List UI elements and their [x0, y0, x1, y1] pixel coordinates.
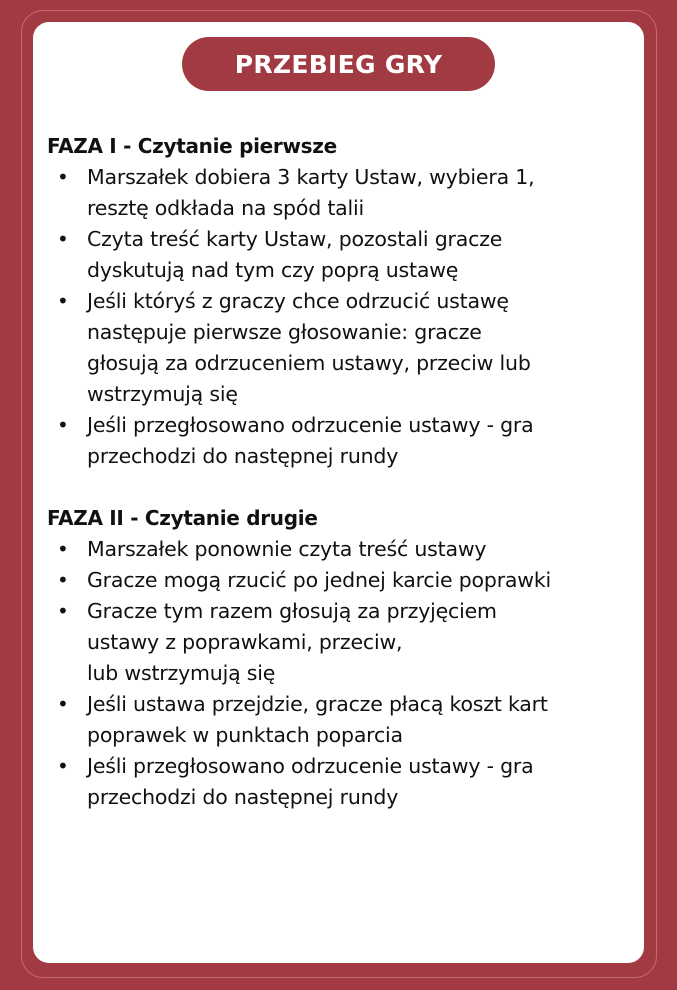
list-item	[47, 565, 637, 596]
rules-content	[47, 131, 637, 813]
bullet-icon: •	[57, 289, 69, 313]
phase-heading: FAZA I - Czytanie pierwsze	[47, 134, 337, 158]
bullet-icon: •	[57, 692, 69, 716]
list-item	[47, 224, 637, 286]
list-item	[47, 596, 637, 689]
bullet-icon: •	[57, 165, 69, 189]
phase-1	[47, 131, 637, 472]
list-item-text: Gracze mogą rzucić po jednej karcie poprawki	[87, 568, 552, 592]
list-item	[47, 534, 637, 565]
list-item-text: Marszałek ponownie czyta treść ustawy	[87, 537, 487, 561]
list-item	[47, 689, 637, 751]
bullet-icon: •	[57, 599, 69, 623]
phase-1-list	[47, 162, 637, 472]
bullet-icon: •	[57, 413, 69, 437]
bullet-icon: •	[57, 537, 69, 561]
phase-2	[47, 503, 637, 813]
list-item-text: Jeśli ustawa przejdzie, gracze płacą koszt kart poprawek w punktach poparcia	[87, 692, 548, 747]
list-item	[47, 410, 637, 472]
list-item-text: Jeśli któryś z graczy chce odrzucić ustawę następuje pierwsze głosowanie: gracze głosują za odrzuceniem ustawy, przeciw lub wstrzymują się	[87, 289, 531, 406]
list-item	[47, 751, 637, 813]
bullet-icon: •	[57, 568, 69, 592]
list-item	[47, 286, 637, 410]
page-title: PRZEBIEG GRY	[234, 49, 443, 79]
list-item	[47, 162, 637, 224]
bullet-icon: •	[57, 227, 69, 251]
title-badge	[182, 37, 495, 91]
bullet-icon: •	[57, 754, 69, 778]
list-item-text: Marszałek dobiera 3 karty Ustaw, wybiera 1, resztę odkłada na spód talii	[87, 165, 535, 220]
list-item-text: Czyta treść karty Ustaw, pozostali gracze dyskutują nad tym czy poprą ustawę	[87, 227, 503, 282]
phase-heading: FAZA II - Czytanie drugie	[47, 506, 318, 530]
list-item-text: Jeśli przegłosowano odrzucenie ustawy - gra przechodzi do następnej rundy	[87, 413, 534, 468]
list-item-text: Gracze tym razem głosują za przyjęciem ustawy z poprawkami, przeciw, lub wstrzymują się	[87, 599, 497, 685]
list-item-text: Jeśli przegłosowano odrzucenie ustawy - gra przechodzi do następnej rundy	[87, 754, 534, 809]
phase-2-list	[47, 534, 637, 813]
